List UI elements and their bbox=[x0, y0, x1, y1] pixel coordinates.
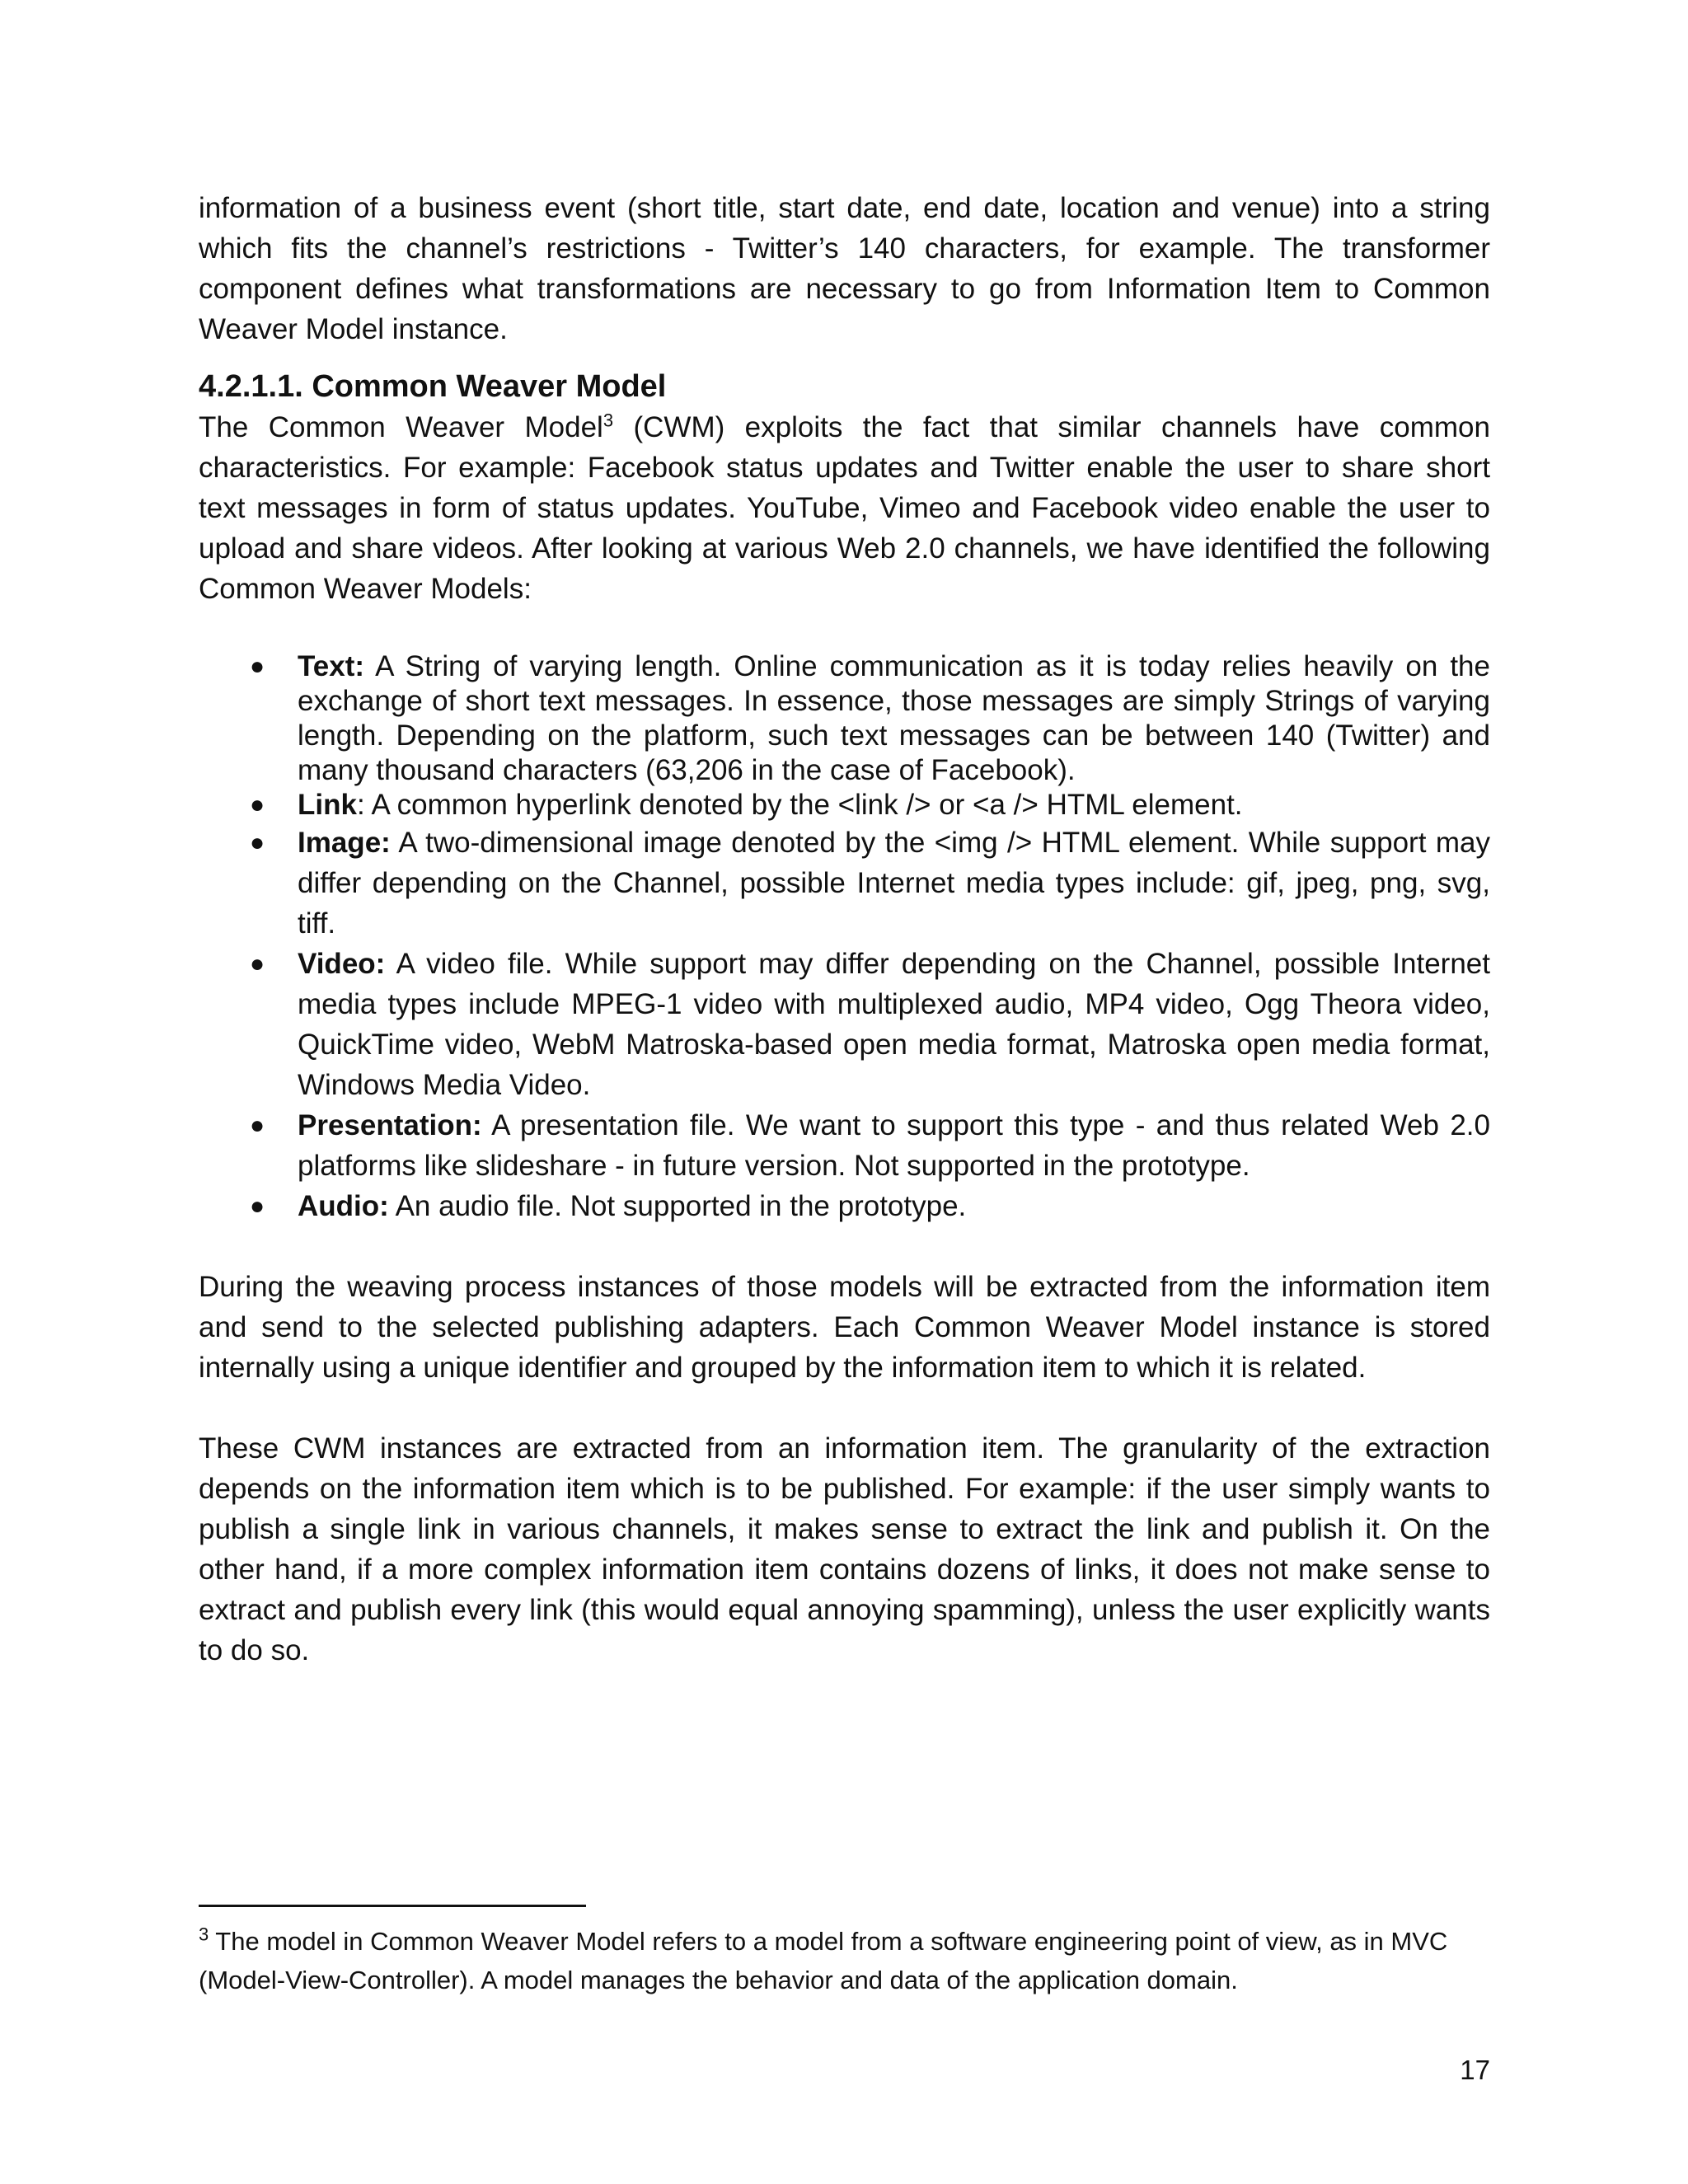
cwm-intro-paragraph bbox=[199, 407, 1490, 609]
list-description: A video file. While support may differ depending on the Channel, possible Internet media types include MPEG-1 video with multiplexed audio, MP4 video, Ogg Theora video, QuickTime video, WebM Matroska-based open media format, Matroska open media format, Windows Media Video. bbox=[298, 948, 1490, 1101]
page-number: 17 bbox=[1460, 2055, 1490, 2085]
list-description: : A common hyperlink denoted by the <link /> or <a /> HTML element. bbox=[356, 789, 1243, 821]
list-term: Text: bbox=[298, 650, 365, 682]
model-list bbox=[199, 649, 1490, 1226]
weaving-paragraph: During the weaving process instances of those models will be extracted from the information item and send to the selected publishing adapters. Each Common Weaver Model instance is stored internally using a unique identifier and grouped by the information item to which it is related. bbox=[199, 1271, 1490, 1384]
list-term: Presentation: bbox=[298, 1109, 482, 1141]
list-term: Video: bbox=[298, 948, 386, 980]
intro-paragraph: information of a business event (short title, start date, end date, location and venue) into a string which fits the channel’s restrictions - Twitter’s 140 characters, for example. The transformer component defines what transformations are necessary to go from Information Item to Common Weaver Model instance. bbox=[199, 192, 1490, 345]
section-heading: 4.2.1.1. Common Weaver Model bbox=[199, 369, 667, 404]
bullet-icon: ● bbox=[250, 950, 265, 977]
list-item-image bbox=[199, 823, 1490, 944]
list-description: A String of varying length. Online communication as it is today relies heavily on the exchange of short text messages. In essence, those messages are simply Strings of varying length. Depending on the platform, such text messages can be between 140 (Twitter) and many thousand characters (63,206 in the case of Facebook). bbox=[298, 650, 1490, 786]
list-term: Audio: bbox=[298, 1190, 389, 1222]
list-item-link bbox=[199, 788, 1490, 823]
list-term: Link bbox=[298, 789, 357, 821]
list-item-video bbox=[199, 944, 1490, 1105]
bullet-icon: ● bbox=[250, 829, 265, 856]
bullet-icon: ● bbox=[250, 1193, 265, 1220]
bullet-icon: ● bbox=[250, 653, 265, 680]
bullet-icon: ● bbox=[250, 791, 265, 818]
list-item-presentation bbox=[199, 1105, 1490, 1186]
footnote-marker: 3 bbox=[199, 1924, 209, 1945]
page-content bbox=[199, 188, 1490, 1671]
footnote-text: The model in Common Weaver Model refers to a model from a software engineering point of view, as in MVC (Model-View-Controller). A model manages the behavior and data of the application domain. bbox=[199, 1927, 1448, 1994]
list-item-audio bbox=[199, 1186, 1490, 1226]
list-item-text bbox=[199, 649, 1490, 788]
footnote-reference[interactable]: 3 bbox=[603, 410, 614, 431]
list-description: A presentation file. We want to support this type - and thus related Web 2.0 platforms like slideshare - in future version. Not supported in the prototype. bbox=[298, 1109, 1490, 1182]
cwm-intro-text-start: The Common Weaver Model bbox=[199, 411, 603, 443]
extraction-paragraph: These CWM instances are extracted from an information item. The granularity of the extraction depends on the information item which is to be published. For example: if the user simply wants to publish a single link in various channels, it makes sense to extract the link and publish it. On the other hand, if a more complex information item contains dozens of links, it does not make sense to extract and publish every link (this would equal annoying spamming), unless the user explicitly wants to do so. bbox=[199, 1432, 1490, 1666]
cwm-intro-text-rest: (CWM) exploits the fact that similar channels have common characteristics. For example: Facebook status updates and Twitter enable the user to share short text messages in form of status updates. YouTube, Vimeo and Facebook video enable the user to upload and share videos. After looking at various Web 2.0 channels, we have identified the following Common Weaver Models: bbox=[199, 411, 1490, 605]
list-description: A two-dimensional image denoted by the <img /> HTML element. While support may differ depending on the Channel, possible Internet media types include: gif, jpeg, png, svg, tiff. bbox=[298, 827, 1490, 940]
list-term: Image: bbox=[298, 827, 391, 859]
list-description: An audio file. Not supported in the prototype. bbox=[388, 1190, 967, 1222]
footnote-divider bbox=[199, 1905, 586, 1907]
bullet-icon: ● bbox=[250, 1112, 265, 1139]
footnote bbox=[199, 1922, 1490, 1999]
